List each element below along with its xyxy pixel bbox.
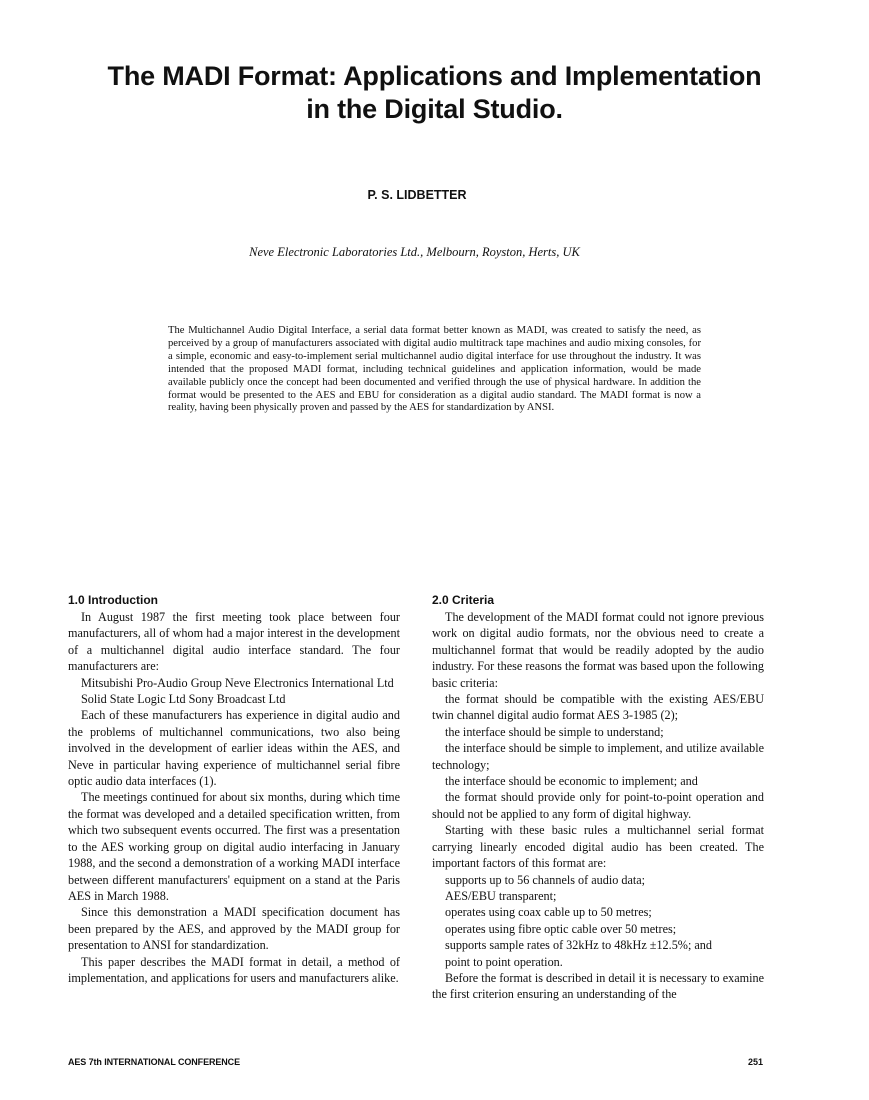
paragraph: the format should provide only for point-to-point operation and should not be applied to any form of digital highway. <box>432 790 764 821</box>
paragraph: Each of these manufacturers has experience in digital audio and the problems of multichannel communications, two also being involved in the development of earlier ideas within the AES, and Neve in particular having experience of multichannel serial fibre optic audio data interfaces (1). <box>68 708 400 789</box>
paragraph: Starting with these basic rules a multichannel serial format carrying linearly encoded digital audio has been created. The important factors of this format are: <box>432 823 764 871</box>
paragraph: supports sample rates of 32kHz to 48kHz ±12.5%; and <box>445 938 712 953</box>
paragraph: the interface should be simple to understand; <box>445 724 664 739</box>
affiliation: Neve Electronic Laboratories Ltd., Melbourn, Royston, Herts, UK <box>249 245 580 259</box>
paragraph: operates using coax cable up to 50 metres; <box>445 905 652 920</box>
paragraph: operates using fibre optic cable over 50 metres; <box>445 921 677 936</box>
footer-conference: AES 7th INTERNATIONAL CONFERENCE <box>68 1057 240 1067</box>
section-heading-criteria: 2.0 Criteria <box>432 593 495 607</box>
title-line-1: The MADI Format: Applications and Implementation <box>107 61 762 91</box>
paragraph: the format should be compatible with the existing AES/EBU twin channel digital audio format AES 3-1985 (2); <box>432 692 764 723</box>
paragraph: Since this demonstration a MADI specification document has been prepared by the AES, and approved by the MADI group for presentation to ANSI for standardization. <box>68 905 400 953</box>
paragraph: supports up to 56 channels of audio data; <box>445 872 646 887</box>
section-heading-introduction: 1.0 Introduction <box>68 593 158 607</box>
paragraph: point to point operation. <box>445 954 563 969</box>
author: P. S. LIDBETTER <box>367 188 467 202</box>
paragraph: The meetings continued for about six months, during which time the format was developed and a detailed specification written, from which two subsequent events occurred. The first was a presentation to the AES working group on digital audio interfacing in January 1988, and the second a demonstration of a working MADI interface between different manufacturers' equipment on a stand at the Paris AES in March 1988. <box>68 790 400 903</box>
paragraph: The development of the MADI format could not ignore previous work on digital audio formats, nor the obvious need to create a multichannel format that would be readily adopted by the audio industry. For these reasons the format was based upon the following basic criteria: <box>432 610 764 690</box>
right-column <box>432 592 764 1003</box>
paragraph: Before the format is described in detail it is necessary to examine the first criterion ensuring an understanding of the <box>432 970 764 1002</box>
paragraph: the interface should be economic to implement; and <box>445 774 698 789</box>
paragraph: AES/EBU transparent; <box>445 888 557 903</box>
paragraph: Solid State Logic Ltd Sony Broadcast Ltd <box>81 692 286 707</box>
left-column <box>68 592 400 986</box>
paper-title <box>40 60 829 126</box>
page-number: 251 <box>748 1057 764 1067</box>
title-line-2: in the Digital Studio. <box>306 94 563 124</box>
paragraph: the interface should be simple to implement, and utilize available technology; <box>432 741 764 772</box>
paragraph: This paper describes the MADI format in detail, a method of implementation, and applications for users and manufacturers alike. <box>68 954 400 985</box>
paragraph: In August 1987 the first meeting took place between four manufacturers, all of whom had a major interest in the development of a multichannel digital audio interface standard. The four manufacturers are: <box>68 610 400 674</box>
paragraph: Mitsubishi Pro-Audio Group Neve Electronics International Ltd <box>81 675 394 690</box>
abstract: The Multichannel Audio Digital Interface, a serial data format better known as MADI, was created to satisfy the need, as perceived by a group of manufacturers associated with digital audio multitrack tape machines and audio mixing consoles, for a simple, economic and easy-to-implement serial multichannel audio digital interface for use throughout the industry. It was intended that the proposed MADI format, including technical guidelines and application information, would be made available publicly once the concept had been documented and verified through the use of physical hardware. In addition the format would be presented to the AES and EBU for consideration as a digital audio standard. The MADI format is now a reality, having been physically proven and passed by the AES for standardization by ANSI. <box>168 325 701 414</box>
